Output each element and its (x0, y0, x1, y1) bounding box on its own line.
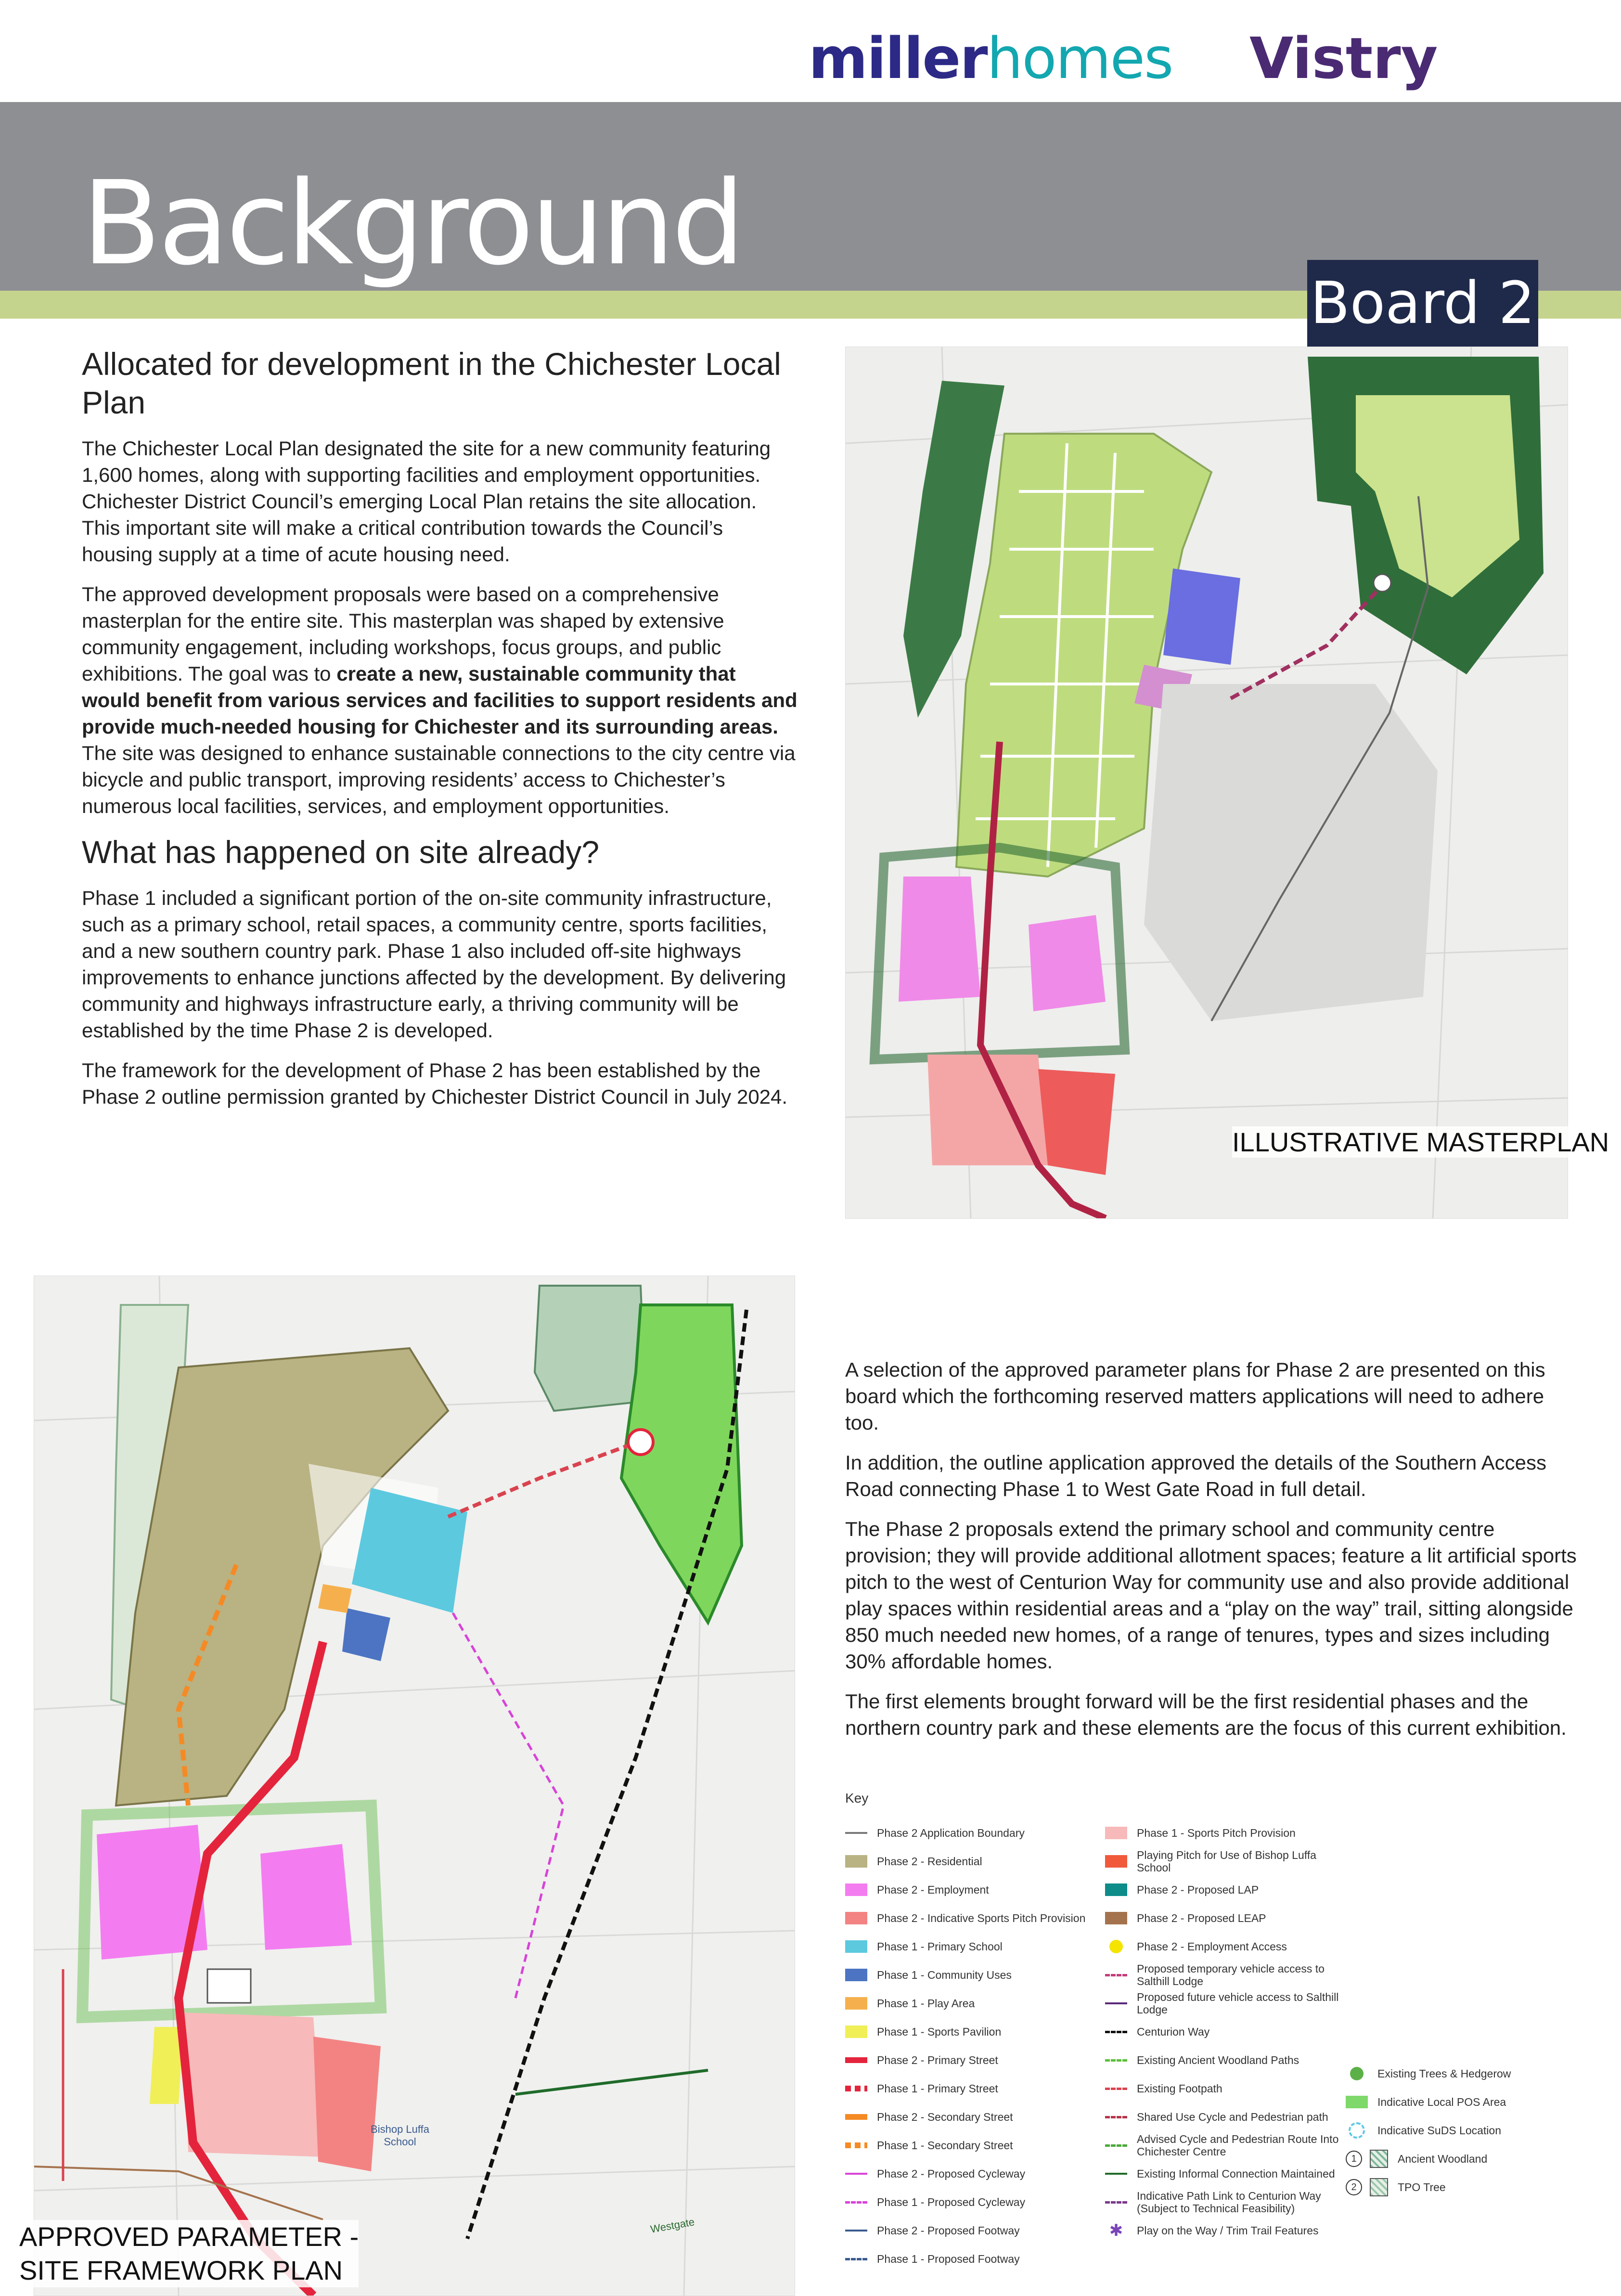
paragraph: A selection of the approved parameter plans for Phase 2 are presented on this board which the forthcoming reserved matters applications will need to adhere too. (845, 1358, 1545, 1434)
key-item (845, 2160, 1100, 2187)
key-label: Advised Cycle and Pedestrian Route Into Chichester Centre (1137, 2133, 1339, 2158)
swatch (1105, 1912, 1127, 1924)
board-number-badge: Board 2 (1307, 260, 1538, 348)
paragraph: Phase 1 included a significant portion of the on-site community infrastructure, such as a primary school, retail spaces, a community centre, sports facilities, and a new southern country park. Phase 1 also included off-site highways improvements to enhance junctions affected by the development. By delivering community and highways infrastructure early, a thriving community will be established by the time Phase 2 is developed. (82, 887, 786, 1042)
section-heading-site-progress: What has happened on site already? (82, 834, 600, 870)
key-label: Existing Informal Connection Maintained (1137, 2167, 1335, 2180)
masterplan-label: ILLUSTRATIVE MASTERPLAN (1232, 1127, 1609, 1157)
hatch-swatch (1370, 2150, 1388, 2168)
swatch (845, 2025, 867, 2038)
line-swatch (845, 2114, 867, 2120)
paragraph: The framework for the development of Phase 2 has been established by the Phase 2 outline permission granted by Chichester District Council in July 2024. (82, 1059, 788, 1108)
key-item (1105, 2018, 1346, 2045)
swatch (845, 1855, 867, 1868)
key-label: Phase 2 - Employment (877, 1883, 989, 1896)
line-swatch (1105, 2173, 1127, 2175)
line-swatch (845, 2258, 867, 2260)
key-label: Phase 1 - Proposed Cycleway (877, 2196, 1026, 2208)
key-label: Phase 1 - Primary Street (877, 2082, 998, 2095)
paragraph: The Chichester Local Plan designated the site for a new community featuring 1,600 homes, along with supporting facilities and employment opportunities. Chichester District Council’s emerging Local Plan retains the site allocation. This important site will make a critical contribution towards the Council’s housing supply at a time of acute housing need. (82, 437, 771, 566)
swatch (845, 1969, 867, 1981)
key-item (845, 2189, 1100, 2216)
key-item (845, 2018, 1100, 2045)
key-label: Phase 2 Application Boundary (877, 1827, 1025, 1839)
paragraph: The Phase 2 proposals extend the primary school and community centre provision; they will provide additional allotment spaces; feature a lit artificial sports pitch to the west of Centurion Way for community use and also provide additional play spaces within residential areas and a “play on the way” trail, sitting alongside 850 much needed new homes, of a range of tenures, types and sizes including 30% affordable homes. (845, 1518, 1577, 1673)
line-swatch (845, 2173, 867, 2175)
key-item (1105, 2189, 1346, 2216)
map-key (845, 1791, 1596, 2291)
key-label: Existing Trees & Hedgerow (1377, 2067, 1511, 2080)
key-item (1105, 1933, 1346, 1960)
key-item (845, 2132, 1100, 2159)
line-swatch (1105, 2002, 1127, 2004)
key-label: Proposed temporary vehicle access to Salthill Lodge (1137, 1962, 1325, 1987)
key-label: Centurion Way (1137, 2025, 1210, 2038)
westgate-road-label: Westgate (649, 2216, 695, 2235)
key-item (845, 1961, 1100, 1988)
key-item (1105, 2217, 1346, 2244)
key-label: Proposed future vehicle access to Salthill Lodge (1137, 1991, 1339, 2016)
line-swatch (845, 2230, 867, 2232)
key-label: Phase 2 - Proposed LEAP (1137, 1912, 1266, 1924)
key-label: Phase 2 - Primary Street (877, 2054, 998, 2066)
key-item (1105, 2047, 1346, 2074)
key-item (1105, 1905, 1346, 1932)
key-item (1105, 1848, 1346, 1875)
key-item (845, 2245, 1100, 2272)
swatch (1346, 2096, 1368, 2108)
key-item (1346, 2060, 1586, 2087)
symbol-circle: 1 (1346, 2151, 1362, 2167)
key-item (845, 2217, 1100, 2244)
line-swatch (1105, 2031, 1127, 2033)
key-item (1105, 2132, 1346, 2159)
dot-icon (1350, 2067, 1364, 2080)
key-title: Key (845, 1791, 869, 1806)
key-label: Playing Pitch for Use of Bishop Luffa School (1137, 1849, 1316, 1874)
line-swatch (845, 1832, 867, 1834)
key-label: Phase 1 - Sports Pavilion (877, 2025, 1002, 2038)
line-swatch (845, 2201, 867, 2204)
swatch (845, 1883, 867, 1896)
page-title: Background (82, 156, 742, 291)
line-swatch (1105, 2201, 1127, 2204)
key-item (1105, 2075, 1346, 2102)
left-text-column (82, 345, 799, 1123)
key-label: Phase 2 - Indicative Sports Pitch Provision (877, 1912, 1086, 1924)
framework-plan-label: APPROVED PARAMETER - SITE FRAMEWORK PLAN (19, 2220, 359, 2287)
section-heading-allocation: Allocated for development in the Chichester Local Plan (82, 346, 781, 420)
paragraph: The approved development proposals were based on a comprehensive masterplan for the entire site. This masterplan was shaped by extensive community engagement, including workshops, focus groups, and public exhibitions. The goal was to create a new, sustainable community that would benefit from various services and facilities to support residents and provide much-needed housing for Chichester and its surrounding areas. The site was designed to enhance sustainable connections to the city centre via bicycle and public transport, improving residents’ access to Chichester’s numerous local facilities, services, and employment opportunities. (82, 583, 798, 817)
key-label: Play on the Way / Trim Trail Features (1137, 2224, 1319, 2237)
right-text-column (845, 1356, 1582, 1754)
key-label: TPO Tree (1398, 2181, 1446, 2193)
key-item (845, 2047, 1100, 2074)
swatch (1105, 1827, 1127, 1839)
line-swatch (1105, 2116, 1127, 2118)
key-label: Phase 2 - Proposed LAP (1137, 1883, 1259, 1896)
key-item (1346, 2117, 1586, 2144)
key-label: Phase 2 - Residential (877, 1855, 982, 1868)
line-swatch (845, 2086, 867, 2091)
key-item (845, 1933, 1100, 1960)
paragraph: In addition, the outline application approved the details of the Southern Access Road connecting Phase 1 to West Gate Road in full detail. (845, 1451, 1546, 1500)
swatch (845, 1912, 867, 1924)
key-label: Phase 1 - Sports Pitch Provision (1137, 1827, 1296, 1839)
key-label: Phase 1 - Play Area (877, 1997, 975, 2010)
key-label: Existing Ancient Woodland Paths (1137, 2054, 1299, 2066)
key-item (1105, 2160, 1346, 2187)
key-label: Phase 2 - Proposed Cycleway (877, 2167, 1026, 2180)
swatch (845, 1940, 867, 1953)
key-item (1105, 1990, 1346, 2017)
key-item (1346, 2174, 1586, 2201)
masterplan-drawing (846, 347, 1568, 1218)
key-item (1105, 1819, 1346, 1846)
key-label: Indicative Path Link to Centurion Way (Subject to Technical Feasibility) (1137, 2190, 1321, 2215)
line-swatch (1105, 2144, 1127, 2147)
illustrative-masterplan-map (845, 347, 1568, 1219)
key-label: Phase 1 - Proposed Footway (877, 2253, 1020, 2265)
key-item (845, 1848, 1100, 1875)
miller-homes-logo: millerhomes (809, 25, 1173, 91)
star-icon: ✱ (1109, 2221, 1123, 2240)
line-swatch (1105, 2088, 1127, 2090)
key-label: Indicative SuDS Location (1377, 2124, 1501, 2137)
key-item (1105, 1961, 1346, 1988)
suds-ring-icon (1349, 2122, 1365, 2139)
key-item (845, 1905, 1100, 1932)
symbol-circle: 2 (1346, 2179, 1362, 2195)
key-item (1105, 1876, 1346, 1903)
key-item (1346, 2145, 1586, 2172)
key-label: Shared Use Cycle and Pedestrian path (1137, 2111, 1328, 2123)
swatch (1105, 1883, 1127, 1896)
key-label: Phase 2 - Employment Access (1137, 1940, 1287, 1953)
key-label: Phase 1 - Secondary Street (877, 2139, 1013, 2152)
swatch (1105, 1855, 1127, 1868)
key-item (1346, 2089, 1586, 2115)
key-label: Phase 2 - Proposed Footway (877, 2224, 1020, 2237)
line-swatch (1105, 1974, 1127, 1976)
vistry-group-logo: Vistry (1249, 25, 1438, 91)
paragraph: The first elements brought forward will be the first residential phases and the northern country park and these elements are the focus of this current exhibition. (845, 1690, 1567, 1739)
line-swatch (1105, 2059, 1127, 2062)
key-item (845, 1990, 1100, 2017)
bishop-luffa-label: Bishop Luffa School (371, 2123, 429, 2148)
key-label: Indicative Local POS Area (1377, 2096, 1506, 2108)
key-item (845, 2103, 1100, 2130)
key-label: Phase 2 - Secondary Street (877, 2111, 1013, 2123)
key-item (845, 1876, 1100, 1903)
key-item (845, 2075, 1100, 2102)
hatch-swatch (1370, 2178, 1388, 2196)
key-label: Existing Footpath (1137, 2082, 1222, 2095)
site-framework-plan-map (34, 1276, 795, 2296)
line-swatch (845, 2057, 867, 2063)
key-label: Phase 1 - Primary School (877, 1940, 1003, 1953)
key-item (1105, 2103, 1346, 2130)
key-label: Phase 1 - Community Uses (877, 1969, 1012, 1981)
key-label: Ancient Woodland (1398, 2153, 1488, 2165)
line-swatch (845, 2142, 867, 2148)
key-item (845, 1819, 1100, 1846)
dot-icon (1109, 1940, 1123, 1953)
swatch (845, 1997, 867, 2010)
